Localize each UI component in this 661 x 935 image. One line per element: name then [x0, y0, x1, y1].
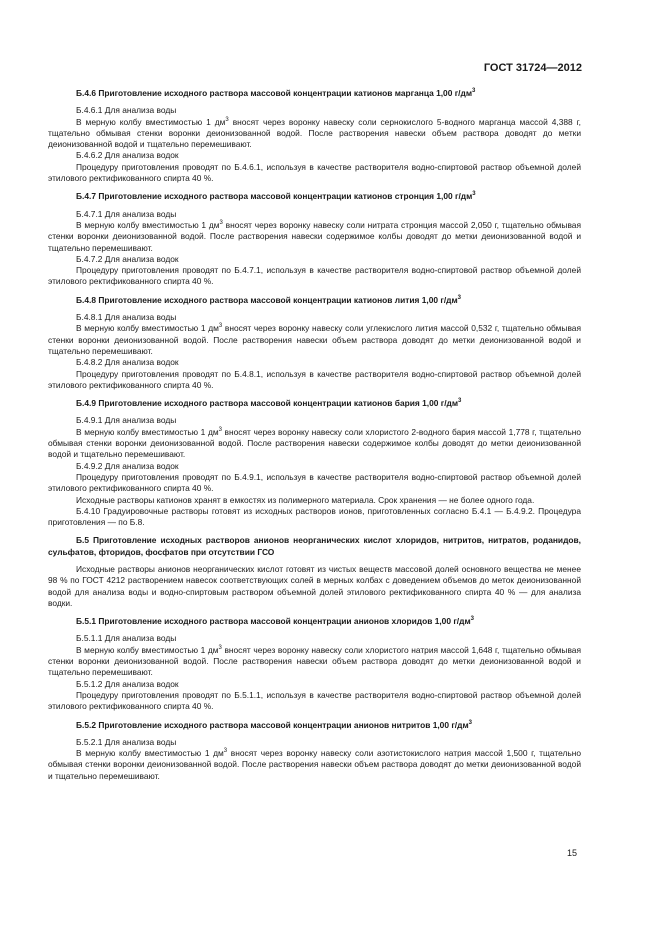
subsection-label: Б.4.7.1 Для анализа воды	[76, 208, 177, 219]
paragraph: Процедуру приготовления проводят по Б.4.8.1, используя в качестве растворителя водно-спиртовой раствор объемной долей этилового ректификованного спирта 40 %.	[48, 368, 581, 390]
subsection-label: Б.4.6.2 Для анализа водок	[76, 150, 179, 161]
paragraph: В мерную колбу вместимостью 1 $дм^3$ вносят через воронку навеску соли хлористого натрия массой 1,648 г, тщательно обмывая стенки воронки деионизованной водой. После растворения навески объем раствора доводят до метки деионизованной водой и тщательно перемешивают.	[48, 644, 582, 678]
subsection-label: Б.5.1.1 Для анализа воды	[76, 633, 177, 644]
subsection-label: Б.4.7.2 Для анализа водок	[76, 253, 179, 264]
paragraph: Б.4.10 Градуировочные растворы готовят из исходных растворов ионов, приготовленных согласно Б.4.1 — Б.4.9.2. Процедура приготовления — по Б.8.	[48, 505, 581, 528]
section-heading-b4-9: Б.4.9 Приготовление исходного раствора массовой концентрации катионов бария 1,00 $г/дм^3$	[76, 398, 462, 409]
subsection-label: Б.5.1.2 Для анализа водок	[76, 678, 179, 689]
section-heading-b5-2: Б.5.2 Приготовление исходного раствора массовой концентрации анионов нитритов 1,00 $г/дм^3$	[76, 719, 472, 730]
paragraph: В мерную колбу вместимостью 1 $дм^3$ вносят через воронку навеску соли углекислого лития массой 0,532 г, тщательно обмывая стенки воронки деионизованной водой. После растворения навески объем раствора доводят до метки деионизованной водой и тщательно перемешивают.	[48, 323, 581, 356]
subsection-label: Б.4.8.1 Для анализа воды	[76, 312, 177, 323]
subsection-label: Б.4.9.1 Для анализа воды	[76, 415, 177, 426]
paragraph: Процедуру приготовления проводят по Б.4.6.1, используя в качестве растворителя водно-спиртовой раствор объемной долей этилового ректификованного спирта 40 %.	[48, 161, 581, 184]
paragraph: В мерную колбу вместимостью 1 $дм^3$ вносят через воронку навеску соли нитрата стронция массой 2,050 г, тщательно обмывая стенки воронки деионизованной водой. После растворения навески содержимое колбы доводят до метки деионизованной водой и тщательно перемешивают.	[48, 219, 582, 253]
subsection-label: Б.4.9.2 Для анализа водок	[76, 460, 179, 471]
document-header: ГОСТ 31724—2012	[483, 62, 582, 74]
section-heading-b4-6: Б.4.6 Приготовление исходного раствора массовой концентрации катионов марганца 1,00 $г/дм^3$	[76, 88, 476, 98]
paragraph: В мерную колбу вместимостью 1 $дм^3$ вносят через воронку навеску соли сернокислого 5-водного марганца массой 4,388 г, тщательно обмывая стенки воронки деионизованной водой. После растворения навески объем раствора доводят до метки деионизованной водой и тщательно перемешивают.	[48, 116, 582, 150]
section-heading-b5: Б.5 Приготовление исходных растворов анионов неорганических кислот хлоридов, нитритов, нитратов, роданидов, сульфатов, фторидов, фосфатов при отсутствии ГСО	[48, 535, 581, 557]
document-body	[48, 88, 581, 782]
page-number: 15	[566, 848, 577, 858]
paragraph: Процедуру приготовления проводят по Б.5.1.1, используя в качестве растворителя водно-спиртовой раствор объемной долей этилового ректификованного спирта 40 %.	[48, 689, 581, 712]
paragraph: Процедуру приготовления проводят по Б.4.9.1, используя в качестве растворителя водно-спиртовой раствор объемной долей этилового ректификованного спирта 40 %.	[48, 471, 581, 494]
subsection-label: Б.5.2.1 Для анализа воды	[76, 736, 177, 747]
paragraph: В мерную колбу вместимостью 1 $дм^3$ вносят через воронку навеску соли хлористого 2-водного бария массой 1,778 г, тщательно обмывая стенки воронки деионизованной водой. После растворения навески содержимое колбы доводят до метки деионизованной водой и тщательно перемешивают.	[48, 426, 581, 460]
section-heading-b4-8: Б.4.8 Приготовление исходного раствора массовой концентрации катионов лития 1,00 $г/дм^3$	[76, 294, 462, 305]
paragraph: Исходные растворы анионов неорганических кислот готовят из чистых веществ массовой долей основного вещества не менее 98 % по ГОСТ 4212 растворением навесок соответствующих солей в мерных колбах с доведением объемов до меток деионизованной водой для анализа воды и водно-спиртовым раствором объемной долей этилового ректификованного спирта 40 % — для анализа водки.	[48, 563, 581, 608]
subsection-label: Б.4.8.2 Для анализа водок	[76, 357, 179, 368]
paragraph: Исходные растворы катионов хранят в емкостях из полимерного материала. Срок хранения — не более одного года.	[76, 494, 535, 505]
section-heading-b4-7: Б.4.7 Приготовление исходного раствора массовой концентрации катионов стронция 1,00 $г/дм^3$	[76, 191, 476, 202]
paragraph: Процедуру приготовления проводят по Б.4.7.1, используя в качестве растворителя водно-спиртовой раствор объемной долей этилового ректификованного спирта 40 %.	[48, 265, 581, 287]
subsection-label: Б.4.6.1 Для анализа воды	[76, 105, 177, 116]
paragraph: В мерную колбу вместимостью 1 $дм^3$ вносят через воронку навеску соли азотистокислого натрия массой 1,500 г, тщательно обмывая стенки воронки деионизованной водой. После растворения навески объем раствора доводят до метки деионизованной водой и тщательно перемешивают.	[48, 748, 581, 781]
section-heading-b5-1: Б.5.1 Приготовление исходного раствора массовой концентрации анионов хлоридов 1,00 $г/дм^3$	[76, 616, 474, 627]
